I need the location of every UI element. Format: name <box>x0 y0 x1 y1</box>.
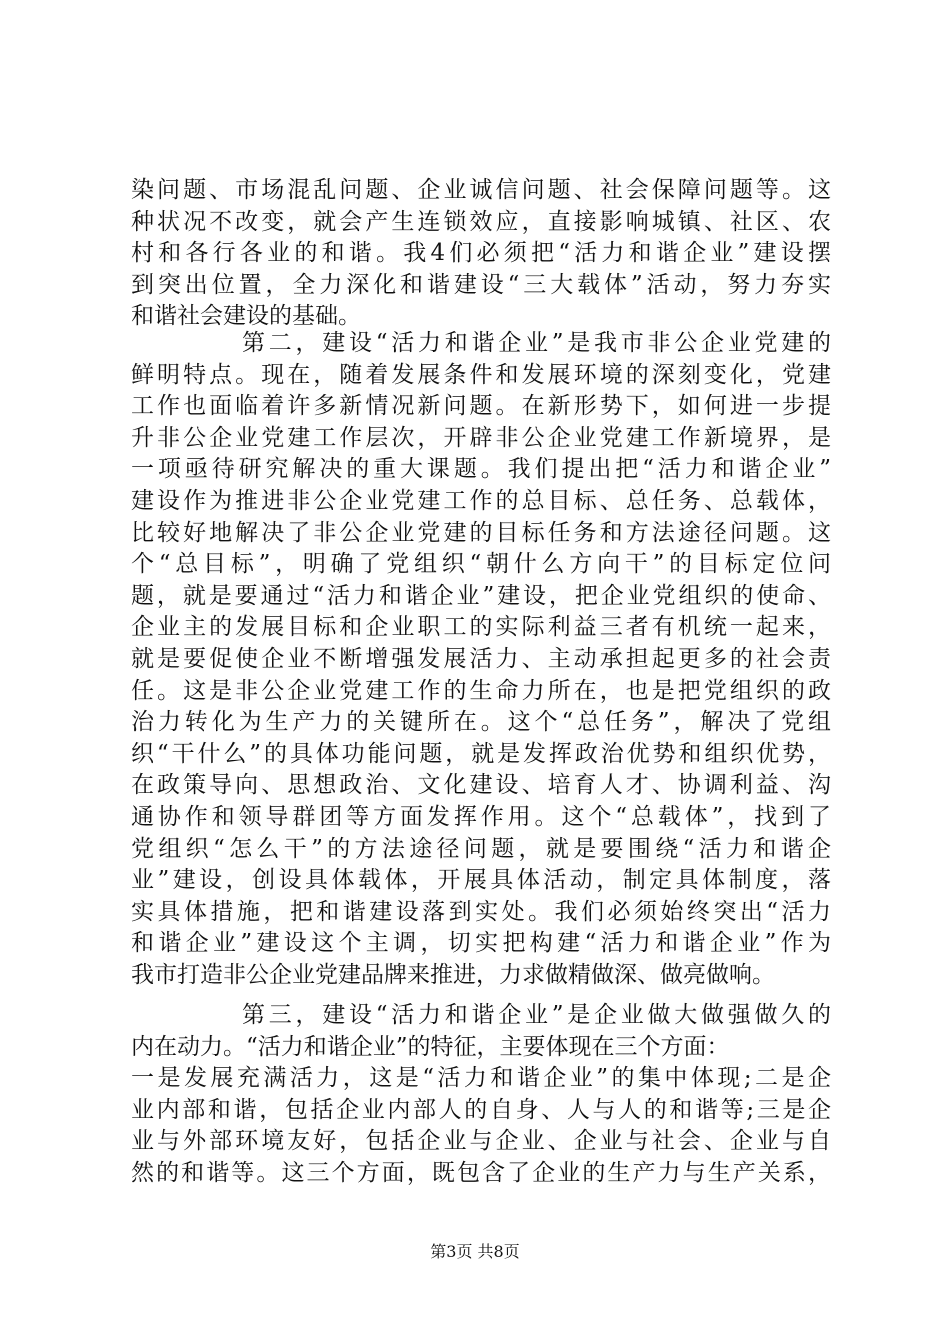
text-line: 比较好地解决了非公企业党建的目标任务和方法途径问题。这 <box>131 519 831 546</box>
text-line: 第二，建设“活力和谐企业”是我市非公企业党建的 <box>242 330 831 356</box>
text-line: 党组织“怎么干”的方法途径问题，就是要围绕“活力和谐企 <box>131 835 831 862</box>
text-line: 工作也面临着许多新情况新问题。在新形势下，如何进一步提 <box>131 393 831 420</box>
text-line: 个“总目标”，明确了党组织“朝什么方向干”的目标定位问 <box>131 551 831 578</box>
paragraph-3 <box>131 1000 831 1190</box>
text-line: 和谐社会建设的基础。 <box>131 303 361 330</box>
text-line: 一是发展充满活力，这是“活力和谐企业”的集中体现;二是企 <box>131 1065 831 1092</box>
text-line: 业内部和谐，包括企业内部人的自身、人与人的和谐等;三是企 <box>131 1096 831 1123</box>
page-number-label: 第3页 共8页 <box>430 1242 520 1261</box>
text-line: 一项亟待研究解决的重大课题。我们提出把“活力和谐企业” <box>131 456 831 483</box>
text-line: 通协作和领导群团等方面发挥作用。这个“总载体”，找到了 <box>131 803 831 830</box>
text-line: 内在动力。“活力和谐企业”的特征，主要体现在三个方面： <box>131 1033 730 1060</box>
text-line: 企业主的发展目标和企业职工的实际利益三者有机统一起来， <box>131 614 831 641</box>
text-line: 我市打造非公企业党建品牌来推进，力求做精做深、做亮做响。 <box>131 961 775 988</box>
text-line: 治力转化为生产力的关键所在。这个“总任务”，解决了党组 <box>131 709 831 736</box>
paragraph-2 <box>131 328 831 991</box>
text-line: 升非公企业党建工作层次，开辟非公企业党建工作新境界，是 <box>131 424 831 451</box>
text-line: 就是要促使企业不断增强发展活力、主动承担起更多的社会责 <box>131 645 831 672</box>
text-line: 题，就是要通过“活力和谐企业”建设，把企业党组织的使命、 <box>131 582 831 609</box>
text-line: 织“干什么”的具体功能问题，就是发挥政治优势和组织优势， <box>131 740 831 767</box>
text-line: 种状况不改变，就会产生连锁效应，直接影响城镇、社区、农 <box>131 208 831 235</box>
text-line: 然的和谐等。这三个方面，既包含了企业的生产力与生产关系， <box>131 1159 831 1186</box>
text-line: 鲜明特点。现在，随着发展条件和发展环境的深刻变化，党建 <box>131 361 831 388</box>
text-line: 和谐企业”建设这个主调，切实把构建“活力和谐企业”作为 <box>131 930 831 957</box>
text-line: 业”建设，创设具体载体，开展具体活动，制定具体制度，落 <box>131 867 831 894</box>
text-line: 业与外部环境友好，包括企业与企业、企业与社会、企业与自 <box>131 1128 831 1155</box>
text-line: 染问题、市场混乱问题、企业诚信问题、社会保障问题等。这 <box>131 177 831 203</box>
paragraph-1 <box>131 175 831 333</box>
text-line: 到突出位置，全力深化和谐建设“三大载体”活动，努力夯实 <box>131 271 831 298</box>
text-line: 建设作为推进非公企业党建工作的总目标、总任务、总载体， <box>131 487 831 514</box>
text-line: 在政策导向、思想政治、文化建设、培育人才、协调利益、沟 <box>131 772 831 799</box>
page-footer <box>0 1242 950 1262</box>
text-line: 村和各行各业的和谐。我4们必须把“活力和谐企业”建设摆 <box>131 240 831 267</box>
text-line: 任。这是非公企业党建工作的生命力所在，也是把党组织的政 <box>131 677 831 704</box>
text-line: 实具体措施，把和谐建设落到实处。我们必须始终突出“活力 <box>131 898 831 925</box>
text-line: 第三，建设“活力和谐企业”是企业做大做强做久的 <box>242 1002 831 1028</box>
